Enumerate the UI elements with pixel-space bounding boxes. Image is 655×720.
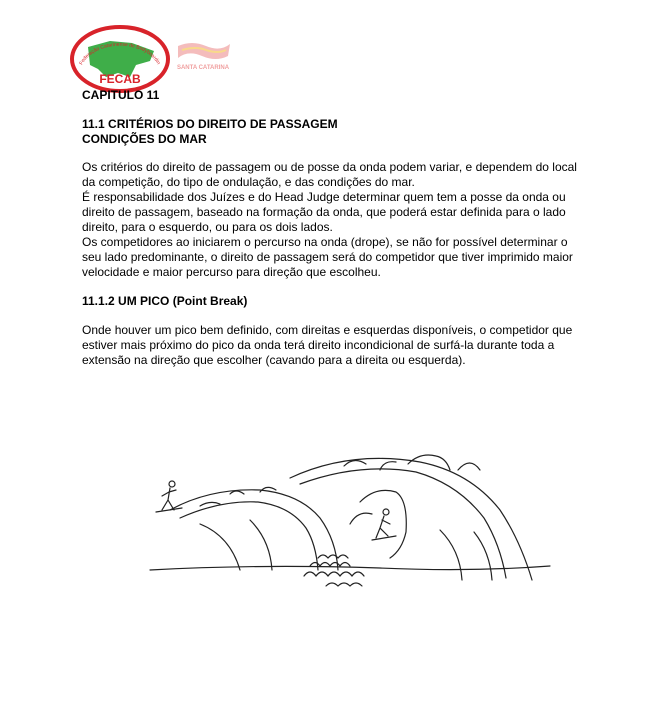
- section-paragraphs: [82, 160, 582, 280]
- state-logo-text: SANTA CATARINA: [176, 65, 230, 71]
- fecab-arc-text: Federação Catarinense de Bodyboardin: [78, 41, 162, 67]
- fecab-logo-text: FECAB: [99, 72, 141, 86]
- paragraph: Os competidores ao iniciarem o percurso na onda (drope), se não for possível determinar o seu lado predominante, o direito de passagem será do competidor que tiver imprimido maior velocidade e maior percurso para direção que escolheu.: [82, 235, 573, 279]
- section-title: 11.1 CRITÉRIOS DO DIREITO DE PASSAGEM: [82, 117, 338, 131]
- santa-catarina-logo: [172, 38, 234, 72]
- section-heading: [82, 117, 582, 147]
- document-body: [82, 88, 582, 368]
- subsection-paragraph: Onde houver um pico bem definido, com direitas e esquerdas disponíveis, o competidor que estiver mais próximo do pico da onda terá direito incondicional de surfá-la durante toda a extensão na direção que escolher (cavando para a direita ou esquerda).: [82, 323, 573, 367]
- fecab-logo: [70, 25, 170, 93]
- subsection-title: 11.1.2 UM PICO (Point Break): [82, 294, 248, 308]
- paragraph: É responsabilidade dos Juízes e do Head Judge determinar quem tem a posse da onda ou direito de passagem, baseado na formação da onda, que poderá estar definida para o lado direito, para o esquerdo, ou para os dois lados.: [82, 190, 566, 234]
- section-subtitle: CONDIÇÕES DO MAR: [82, 132, 207, 146]
- wave-illustration: [140, 440, 560, 610]
- chapter-title: CAPITULO 11: [82, 88, 160, 102]
- paragraph: Os critérios do direito de passagem ou de posse da onda podem variar, e dependem do local da competição, do tipo de ondulação, e das condições do mar.: [82, 160, 577, 189]
